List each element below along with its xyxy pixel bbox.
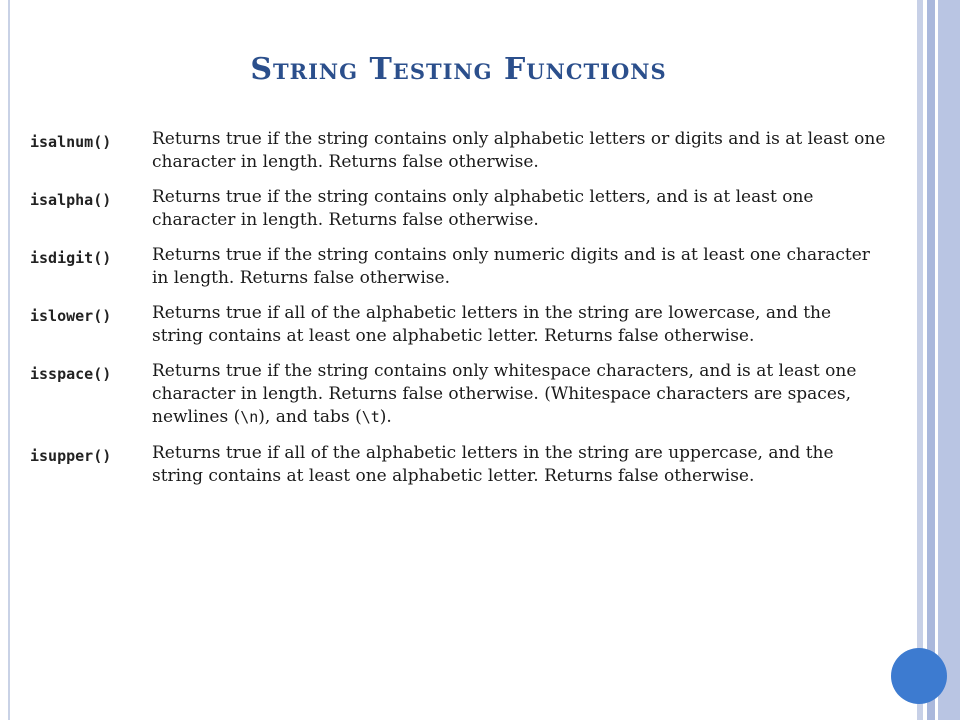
function-description: Returns true if all of the alphabetic letters in the string are uppercase, and the string contains at least one alphabetic letter. Returns false otherwise. bbox=[152, 443, 834, 486]
function-description: Returns true if all of the alphabetic letters in the string are lowercase, and the string contains at least one alphabetic letter. Returns false otherwise. bbox=[152, 303, 832, 346]
function-description bbox=[152, 360, 887, 429]
function-name: isalpha() bbox=[30, 191, 112, 209]
slide-title: String Testing Functions bbox=[250, 52, 667, 87]
function-name: islower() bbox=[30, 307, 112, 325]
description-text: ), and tabs ( bbox=[258, 407, 362, 427]
function-table bbox=[30, 128, 890, 500]
function-description: Returns true if the string contains only numeric digits and is at least one character in length. Returns false otherwise. bbox=[152, 245, 870, 288]
function-name: isupper() bbox=[30, 447, 112, 465]
right-decor-bar bbox=[927, 0, 935, 720]
description-text: ). bbox=[379, 407, 392, 427]
function-row bbox=[30, 186, 890, 244]
description-text: Returns true if the string contains only whitespace characters, and is at least one character in length. Returns false otherwise. (Whitespace characters are spaces, newlines ( bbox=[152, 361, 857, 427]
function-description: Returns true if the string contains only alphabetic letters, and is at least one character in length. Returns false otherwise. bbox=[152, 187, 814, 230]
function-name: isspace() bbox=[30, 365, 112, 383]
tab-escape-code: \t bbox=[361, 408, 380, 426]
function-row bbox=[30, 442, 890, 500]
function-name: isdigit() bbox=[30, 249, 112, 267]
decorative-circle bbox=[891, 648, 947, 704]
right-decor-bar bbox=[938, 0, 960, 720]
function-row bbox=[30, 128, 890, 186]
function-name: isalnum() bbox=[30, 133, 112, 151]
function-row bbox=[30, 302, 890, 360]
function-description: Returns true if the string contains only alphabetic letters or digits and is at least one character in length. Returns false otherwise. bbox=[152, 129, 886, 172]
left-border-line bbox=[8, 0, 10, 720]
function-row bbox=[30, 244, 890, 302]
function-row bbox=[30, 360, 890, 442]
newline-escape-code: \n bbox=[240, 408, 259, 426]
